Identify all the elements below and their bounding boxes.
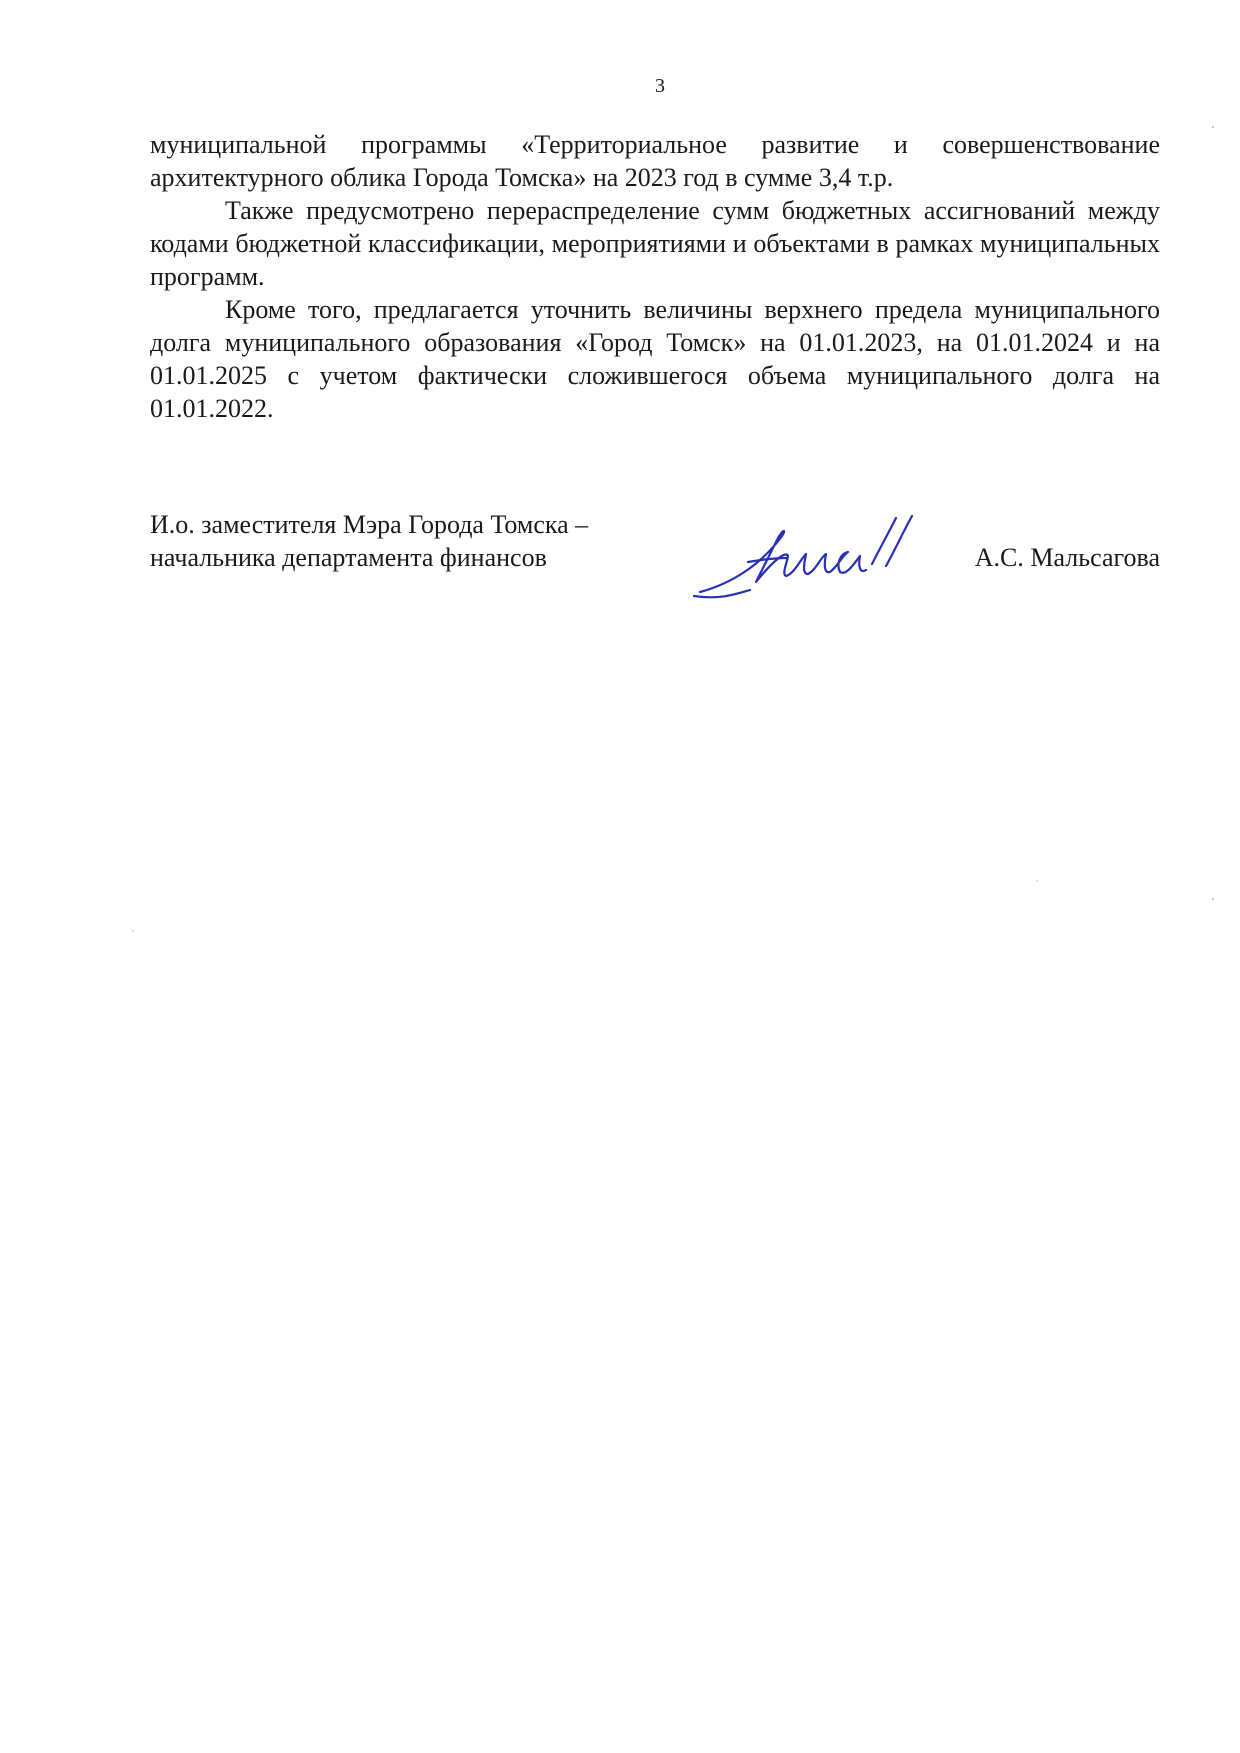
paragraph-debt-limit: Кроме того, предлагается уточнить величины верхнего предела муниципального долга муниципального образования «Город Томск» на 01.01.2023, на 01.01.2024 и на 01.01.2025 с учетом фактически сложившегося объема муниципального долга на 01.01.2022. <box>150 295 1160 423</box>
signatory-title-line-1: И.о. заместителя Мэра Города Томска – <box>150 510 589 539</box>
paragraph-redistribution: Также предусмотрено перераспределение сумм бюджетных ассигнований между кодами бюджетной классификации, мероприятиями и объектами в рамках муниципальных программ. <box>150 196 1160 291</box>
handwritten-signature-icon <box>690 504 930 604</box>
signature-block <box>150 508 1160 608</box>
signatory-title <box>150 508 670 574</box>
paragraph-continuation: муниципальной программы «Территориальное развитие и совершенствование архитектурного облика Города Томска» на 2023 год в сумме 3,4 т.р. <box>150 130 1160 192</box>
signatory-name: А.С. Мальсагова <box>974 543 1160 572</box>
signatory-title-line-2: начальника департамента финансов <box>150 543 547 572</box>
page-number: 3 <box>655 75 665 97</box>
scan-speck <box>1212 126 1214 128</box>
scan-speck <box>1212 898 1214 900</box>
document-body <box>150 128 1160 425</box>
scan-speck <box>1036 880 1038 882</box>
scan-speck <box>132 930 134 932</box>
